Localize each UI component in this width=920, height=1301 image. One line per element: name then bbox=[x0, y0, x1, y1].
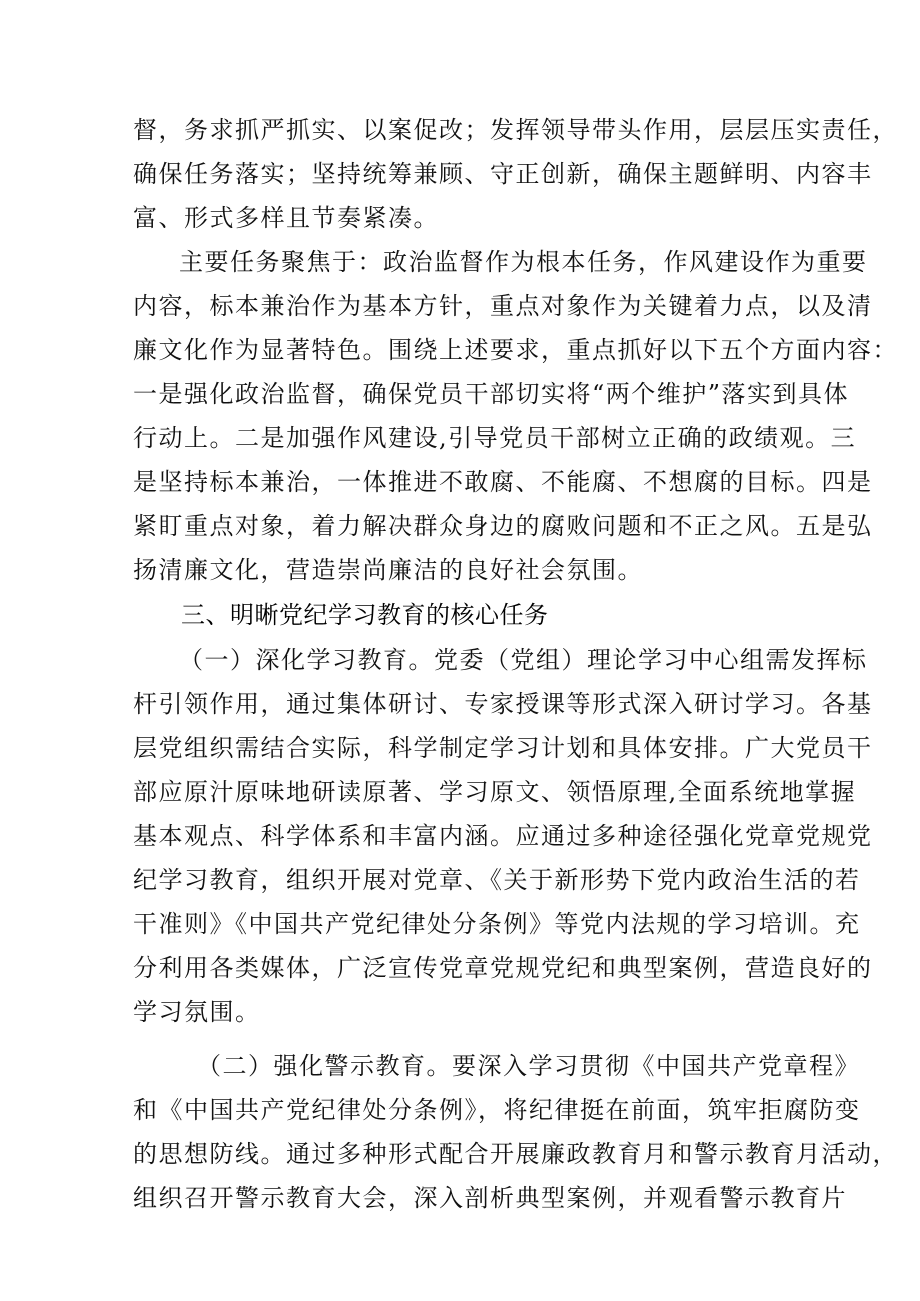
text-line: 纪学习教育，组织开展对党章、《关于新形势下党内政治生活的若 bbox=[133, 866, 861, 894]
text-line: 层党组织需结合实际，科学制定学习计划和具体安排。广大党员干 bbox=[133, 734, 873, 762]
text-line: （一）深化学习教育。党委（党组）理论学习中心组需发挥标 bbox=[179, 646, 868, 674]
text-line: 和《中国共产党纪律处分条例》，将纪律挺在前面，筑牢拒腐防变 bbox=[133, 1096, 861, 1124]
text-line: 确保任务落实；坚持统筹兼顾、守正创新，确保主题鲜明、内容丰 bbox=[133, 160, 873, 188]
paragraph-continued bbox=[133, 108, 898, 240]
text-line: 扬清廉文化，营造崇尚廉洁的良好社会氛围。 bbox=[133, 556, 643, 584]
paragraph-spacer bbox=[133, 1034, 797, 1044]
text-line: 廉文化作为显著特色。围绕上述要求，重点抓好以下五个方面内容： bbox=[133, 336, 898, 364]
text-line: 部应原汁原味地研读原著、学习原文、领悟原理,全面系统地掌握 bbox=[133, 778, 857, 806]
text-line: 学习氛围。 bbox=[133, 998, 261, 1026]
text-line: 内容，标本兼治作为基本方针，重点对象作为关键着力点，以及清 bbox=[133, 292, 873, 320]
paragraph-main-tasks bbox=[133, 240, 898, 592]
text-line: 一是强化政治监督，确保党员干部切实将“两个维护”落实到具体 bbox=[133, 380, 850, 408]
text-line: 主要任务聚焦于：政治监督作为根本任务，作风建设作为重要 bbox=[179, 248, 868, 276]
document-body bbox=[133, 108, 898, 1220]
text-line: 督，务求抓严抓实、以案促改；发挥领导带头作用，层层压实责任， bbox=[133, 116, 898, 144]
text-line: 干准则》《中国共产党纪律处分条例》等党内法规的学习培训。充 bbox=[133, 910, 861, 938]
text-line: 组织召开警示教育大会，深入剖析典型案例，并观看警示教育片 bbox=[133, 1184, 847, 1212]
paragraph-warning-education bbox=[133, 1044, 898, 1220]
text-line: 杆引领作用，通过集体研讨、专家授课等形式深入研讨学习。各基 bbox=[133, 690, 873, 718]
section-heading: 三、明晰党纪学习教育的核心任务 bbox=[181, 601, 549, 629]
text-line: 的思想防线。通过多种形式配合开展廉政教育月和警示教育月活动， bbox=[133, 1140, 898, 1168]
text-line: 富、形式多样且节奏紧凑。 bbox=[133, 204, 439, 232]
text-line: 基本观点、科学体系和丰富内涵。应通过多种途径强化党章党规党 bbox=[133, 822, 873, 850]
text-line: 紧盯重点对象，着力解决群众身边的腐败问题和不正之风。五是弘 bbox=[133, 512, 873, 540]
text-line: 是坚持标本兼治，一体推进不敢腐、不能腐、不想腐的目标。四是 bbox=[133, 468, 873, 496]
text-line: 分利用各类媒体，广泛宣传党章党规党纪和典型案例，营造良好的 bbox=[133, 954, 873, 982]
text-line: 行动上。二是加强作风建设,引导党员干部树立正确的政绩观。三 bbox=[133, 424, 857, 452]
text-line: （二）强化警示教育。要深入学习贯彻《中国共产党章程》 bbox=[197, 1052, 860, 1080]
paragraph-deepen-study bbox=[133, 638, 873, 1034]
